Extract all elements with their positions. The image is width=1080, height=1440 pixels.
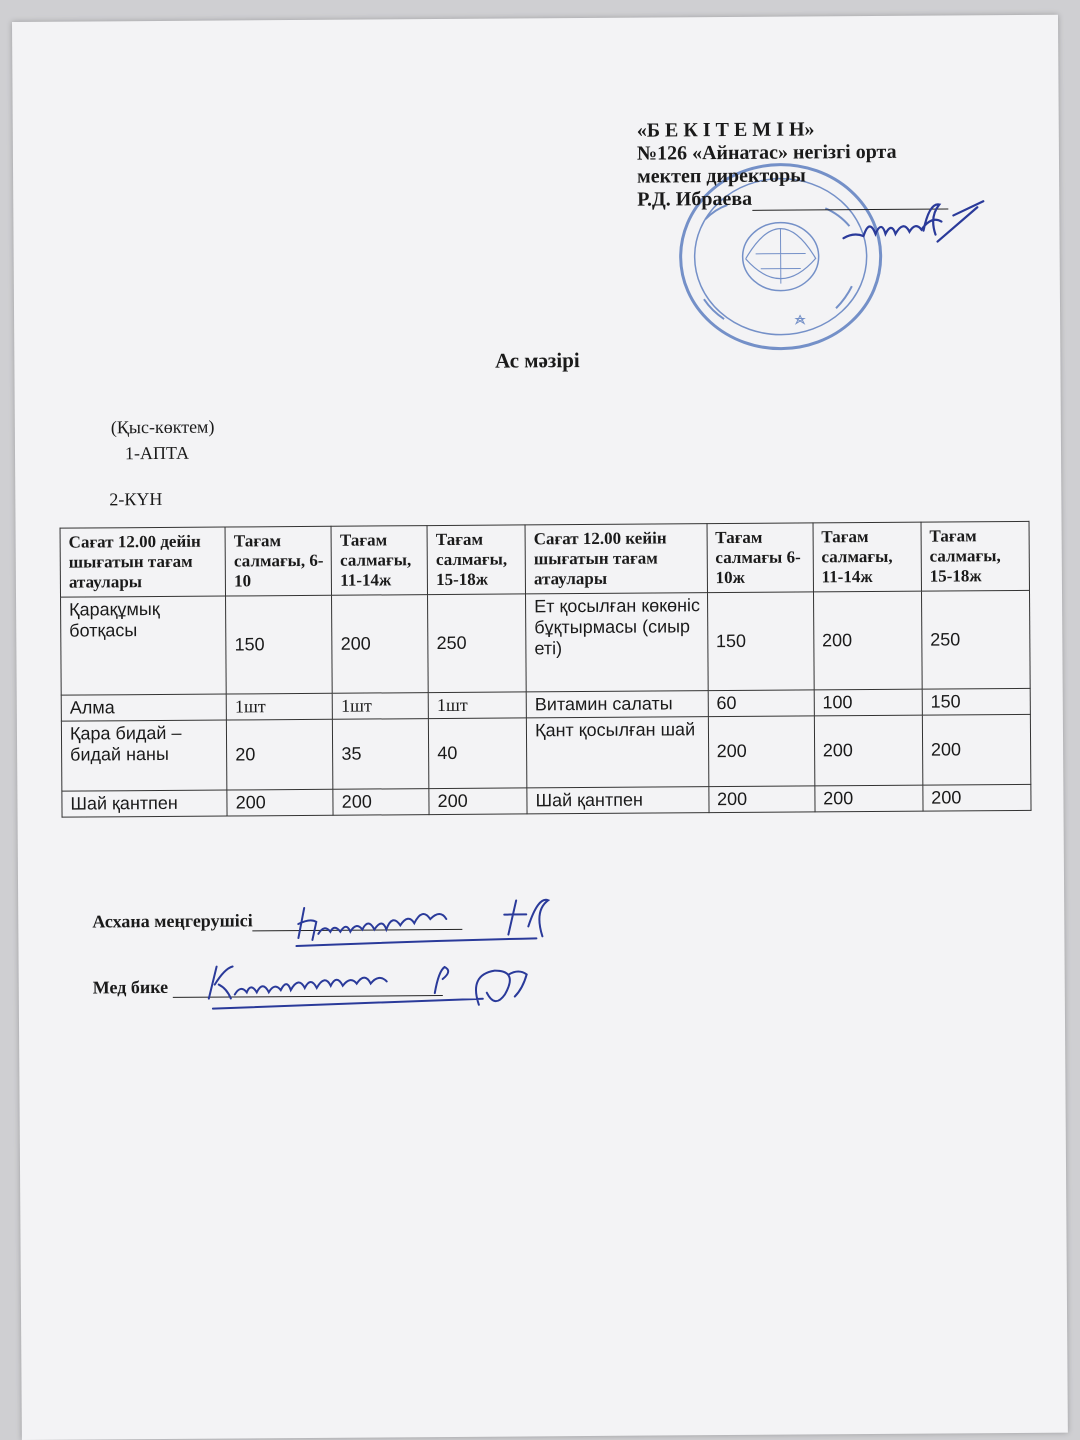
column-header: Тағам салмағы, 15-18ж bbox=[921, 521, 1030, 591]
table-row bbox=[62, 784, 1031, 817]
table-cell: 60 bbox=[708, 690, 814, 717]
table-cell: 1шт bbox=[226, 693, 332, 720]
canteen-head-label: Асхана меңгерушісі bbox=[92, 910, 253, 932]
menu-table bbox=[60, 521, 1032, 818]
table-cell: Витамин салаты bbox=[526, 691, 708, 718]
table-cell: Шай қантпен bbox=[527, 787, 709, 814]
table-cell: 200 bbox=[429, 788, 527, 815]
approval-school: №126 «Айнатас» негізгі орта bbox=[636, 140, 897, 165]
table-cell: 150 bbox=[707, 592, 814, 691]
table-cell: 200 bbox=[708, 786, 814, 813]
table-cell: 100 bbox=[814, 689, 922, 716]
column-header: Тағам салмағы, 11-14ж bbox=[813, 522, 922, 592]
nurse-label: Мед бике bbox=[92, 976, 169, 998]
column-header: Сағат 12.00 кейін шығатын тағам атаулары bbox=[525, 524, 707, 594]
table-cell: 35 bbox=[333, 719, 429, 790]
table-cell: 200 bbox=[813, 591, 922, 690]
table-header-row bbox=[60, 521, 1029, 597]
table-cell: 200 bbox=[922, 714, 1031, 785]
director-name: Р.Д. Ибраева bbox=[637, 187, 753, 211]
table-row bbox=[61, 590, 1031, 695]
table-cell: Ет қосылған көкөніс бұқтырмасы (сиыр еті) bbox=[526, 593, 708, 692]
table-cell: 200 bbox=[923, 784, 1031, 811]
table-cell: 250 bbox=[921, 590, 1030, 689]
table-cell: Алма bbox=[61, 694, 226, 721]
table-cell: 200 bbox=[333, 789, 429, 816]
approval-position: мектеп директоры bbox=[637, 164, 806, 188]
column-header: Тағам салмағы, 11-14ж bbox=[331, 526, 427, 596]
table-cell: 200 bbox=[332, 595, 429, 694]
document-page bbox=[12, 15, 1068, 1440]
nurse-signature bbox=[198, 944, 569, 1027]
day-label: 2-КҮН bbox=[109, 488, 163, 510]
table-cell: 250 bbox=[428, 594, 527, 693]
column-header: Сағат 12.00 дейін шығатын тағам атаулары bbox=[60, 527, 226, 597]
column-header: Тағам салмағы, 6-10 bbox=[225, 526, 332, 596]
table-cell: 1шт bbox=[333, 693, 429, 720]
table-cell: 200 bbox=[227, 789, 333, 816]
table-cell: Қарақұмық ботқасы bbox=[61, 596, 227, 695]
table-cell: 150 bbox=[226, 595, 333, 694]
table-cell: Қант қосылған шай bbox=[526, 717, 708, 788]
table-cell: 200 bbox=[708, 716, 815, 787]
table-cell: 40 bbox=[429, 718, 527, 789]
table-cell: Қара бидай – бидай наны bbox=[61, 720, 227, 791]
table-cell: Шай қантпен bbox=[62, 790, 227, 817]
season-label: (Қыс-көктем) bbox=[110, 416, 215, 438]
table-cell: 1шт bbox=[428, 692, 526, 719]
table-cell: 200 bbox=[814, 715, 923, 786]
column-header: Тағам салмағы 6-10ж bbox=[707, 523, 814, 593]
week-label: 1-АПТА bbox=[124, 442, 190, 464]
approval-heading: «Б Е К І Т Е М І Н» bbox=[636, 118, 815, 142]
document-title: Ас мәзірі bbox=[494, 348, 580, 373]
director-signature bbox=[833, 195, 993, 256]
table-cell: 200 bbox=[815, 785, 923, 812]
table-row bbox=[61, 714, 1030, 791]
table-cell: 20 bbox=[227, 719, 334, 790]
column-header: Тағам салмағы, 15-18ж bbox=[427, 525, 525, 595]
table-cell: 150 bbox=[922, 688, 1030, 715]
